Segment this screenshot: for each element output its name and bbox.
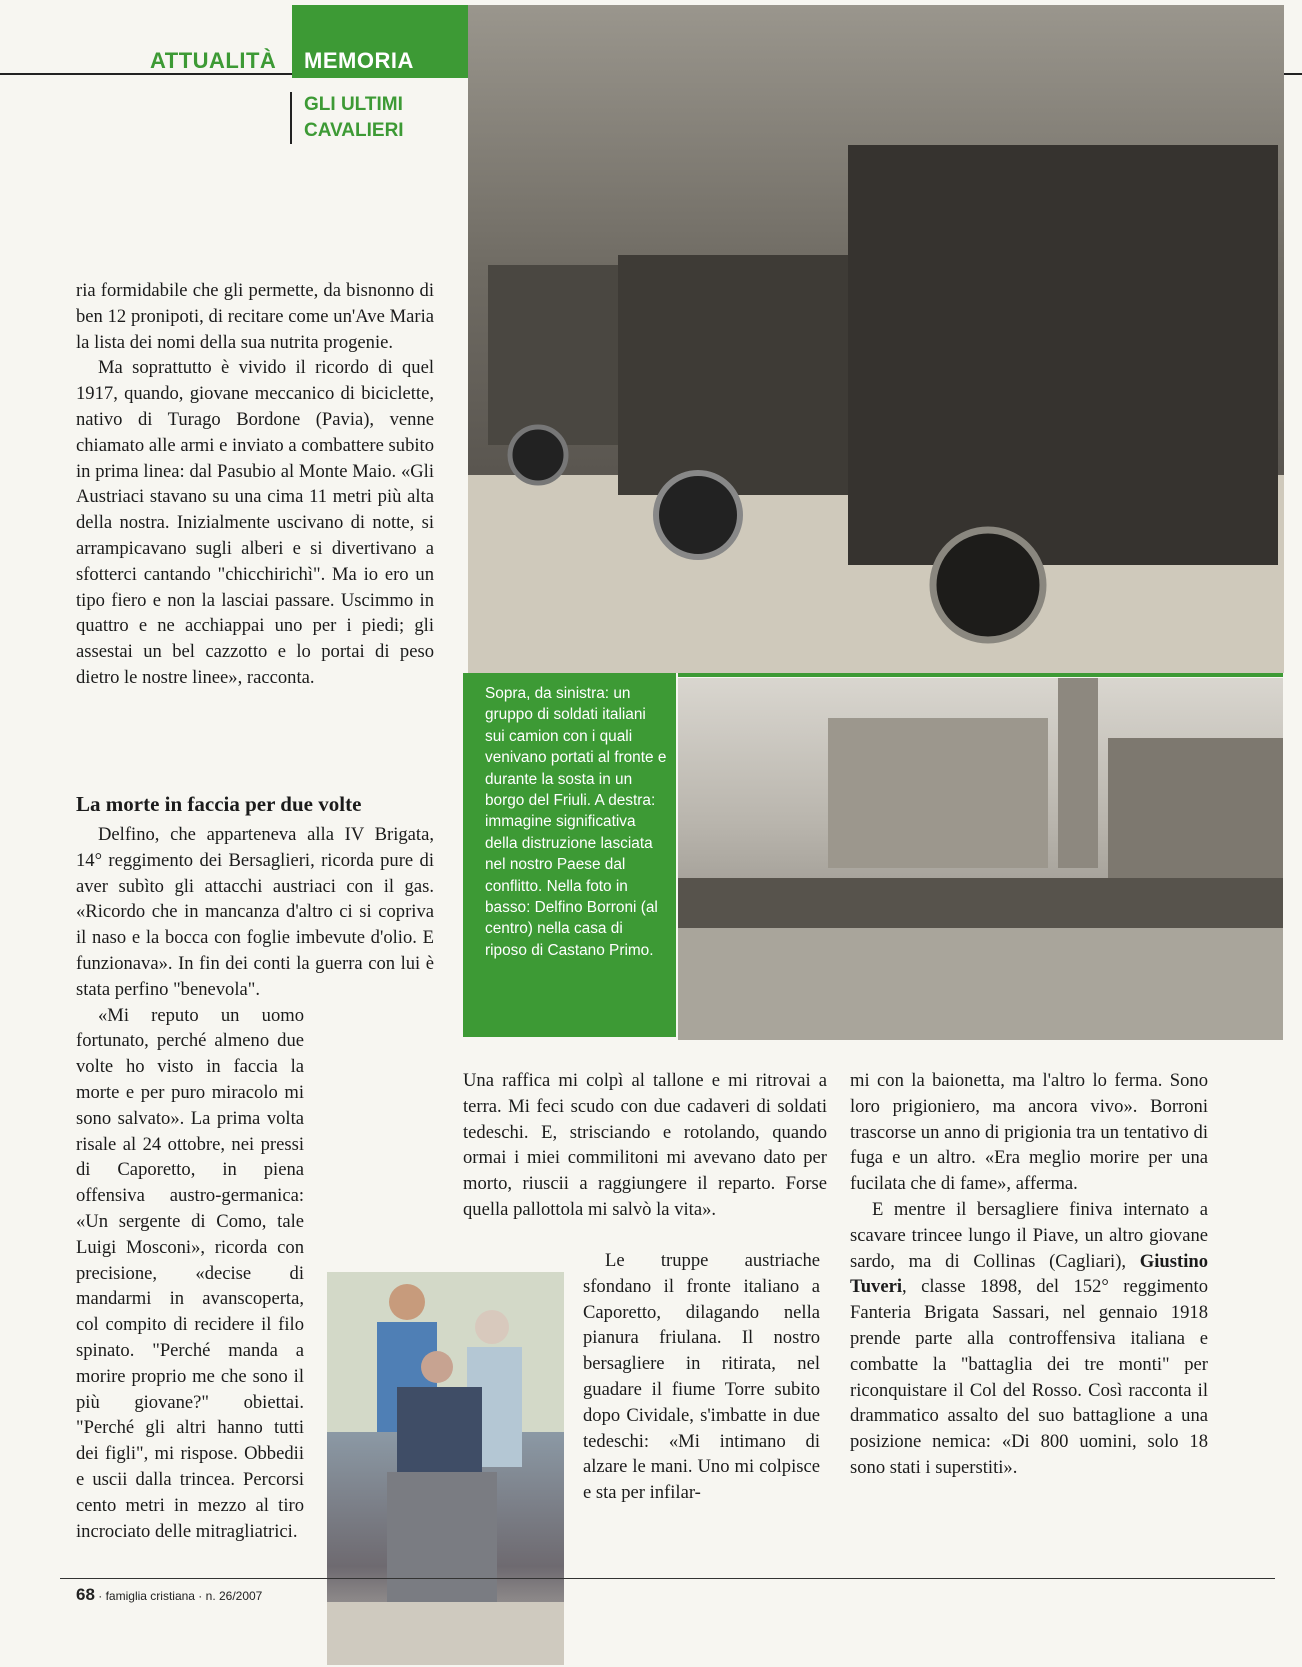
- section-tag-box: [292, 5, 468, 78]
- paragraph-6: Le truppe austriache sfondano il fronte italiano a Caporetto, dilagando nella pianura friulana. Il nostro bersagliere in ritirata, nel guadare il fiume Torre subito dopo Cividale, s'imbatte in due tedeschi: «Mi intimano di alzare le mani. Uno mi colpisce e sta per infilar-: [583, 1250, 820, 1504]
- paragraph-4: «Mi reputo un uomo fortunato, perché almeno due volte ho visto in faccia la morte e per puro miracolo mi sono salvato». La prima volta risale al 24 ottobre, nei pressi di Caporetto, in piena offensiva austro-germanica: «Un sergente di Como, tale Luigi Mosconi», ricorda con precisione, «decise di mandarmi in avanscoperta, col compito di recidere il filo spinato. "Perché manda a morire proprio me che sono il più giovane?" obiettai. "Perché gli altri hanno tutti dei figli", mi rispose. Obbedii e uscii dalla trincea. Percorsi cento metri in mezzo al tiro incrociato delle mitragliatrici.: [76, 1004, 304, 1542]
- section-tag: MEMORIA: [304, 48, 414, 73]
- text-column-2: [463, 1068, 827, 1223]
- photo-wrap-spacer: [304, 1333, 434, 1633]
- section-label: ATTUALITÀ: [150, 48, 277, 73]
- subtitle-line-1: GLI ULTIMI: [304, 94, 403, 115]
- photo-caption: Sopra, da sinistra: un gruppo di soldati italiani sui camion con i quali venivano portati al fronte e durante la sosta in un borgo del Friuli. A destra: immagine significativa della distruzione lasciata nel nostro Paese dal conflitto. Nella foto in basso: Delfino Borroni (al centro) nella casa di riposo di Castano Primo.: [463, 673, 676, 1037]
- person-name: Giustino Tuveri: [850, 1250, 1208, 1298]
- photo-soldiers-trucks-illustration: [468, 5, 1284, 673]
- paragraph-8: [850, 1197, 1208, 1481]
- subtitle-line-2: CAVALIERI: [304, 120, 404, 141]
- paragraph-8-end: , classe 1898, del 152° reggimento Fanteria Brigata Sassari, nel gennaio 1918 prende parte alla controffensiva italiana e combatte la "battaglia dei tre monti" per riconquistare il Col del Rosso. Così racconta il drammatico assalto del suo battaglione a una posizione nemica: «Di 800 uomini, solo 18 sono stati i superstiti».: [850, 1276, 1208, 1478]
- paragraph-5: Una raffica mi colpì al tallone e mi ritrovai a terra. Mi feci scudo con due cadaveri di soldati tedeschi. E, strisciando e rotolando, quando ormai i miei commilitoni mi avevano dato per morto, riuscii a raggiungere il reparto. Forse quella pallottola mi salvò la vita».: [463, 1070, 827, 1220]
- caption-rule: [678, 673, 1283, 677]
- text-column-1-bottom: [76, 822, 434, 1633]
- text-column-3: [850, 1068, 1208, 1481]
- text-column-2-lower: [583, 1248, 820, 1506]
- article-subtitle: [290, 92, 404, 144]
- text-column-1-top: [76, 278, 434, 691]
- paragraph-1: ria formidabile che gli permette, da bisnonno di ben 12 pronipoti, di recitare come un'Ave Maria la lista dei nomi della sua nutrita progenie.: [76, 280, 434, 353]
- photo-soldiers-trucks: [468, 5, 1284, 673]
- page-number: 68: [76, 1585, 95, 1604]
- issue-number: n. 26/2007: [205, 1589, 263, 1603]
- paragraph-7: mi con la baionetta, ma l'altro lo ferma. Sono loro prigioniero, ma ancora vivo». Borroni trascorse un anno di prigionia tra un tentativo di fuga e un altro. «Era meglio morire per una fucilata che di fame», afferma.: [850, 1070, 1208, 1195]
- paragraph-3: Delfino, che apparteneva alla IV Brigata, 14° reggimento dei Bersaglieri, ricorda pure di aver subìto gli attacchi austriaci con il gas. «Ricordo che in mancanza d'altro ci si copriva il naso e la bocca con foglie imbevute d'olio. E funzionava». In fin dei conti la guerra con lui è stata perfino "benevola".: [76, 824, 434, 1000]
- footer-rule: [60, 1578, 1275, 1579]
- paragraph-8-start: E mentre il bersagliere finiva internato a scavare trincee lungo il Piave, un altro giovane sardo, ma di Collinas (Cagliari),: [850, 1198, 1208, 1272]
- photo-destroyed-town: [678, 678, 1283, 1040]
- magazine-name: famiglia cristiana: [105, 1589, 195, 1603]
- page-footer: 68 · famiglia cristiana · n. 26/2007: [76, 1585, 263, 1604]
- paragraph-2: Ma soprattutto è vivido il ricordo di quel 1917, quando, giovane meccanico di biciclette, nativo di Turago Bordone (Pavia), venne chiamato alle armi e inviato a combattere subito in prima linea: dal Pasubio al Monte Maio. «Gli Austriaci stavano su una cima 11 metri più alta della nostra. Inizialmente uscivano di notte, si arrampicavano sugli alberi e si divertivano a sfotterci cantando "chicchirichì". Ma io ero un tipo fiero e non la lasciai passare. Uscimmo in quattro e ne acchiappai uno per i piedi; gli assestai un bel cazzotto e lo portai di peso dietro le nostre linee», racconta.: [76, 357, 434, 688]
- section-heading: La morte in faccia per due volte: [76, 792, 362, 816]
- photo-destroyed-town-illustration: [678, 678, 1283, 1040]
